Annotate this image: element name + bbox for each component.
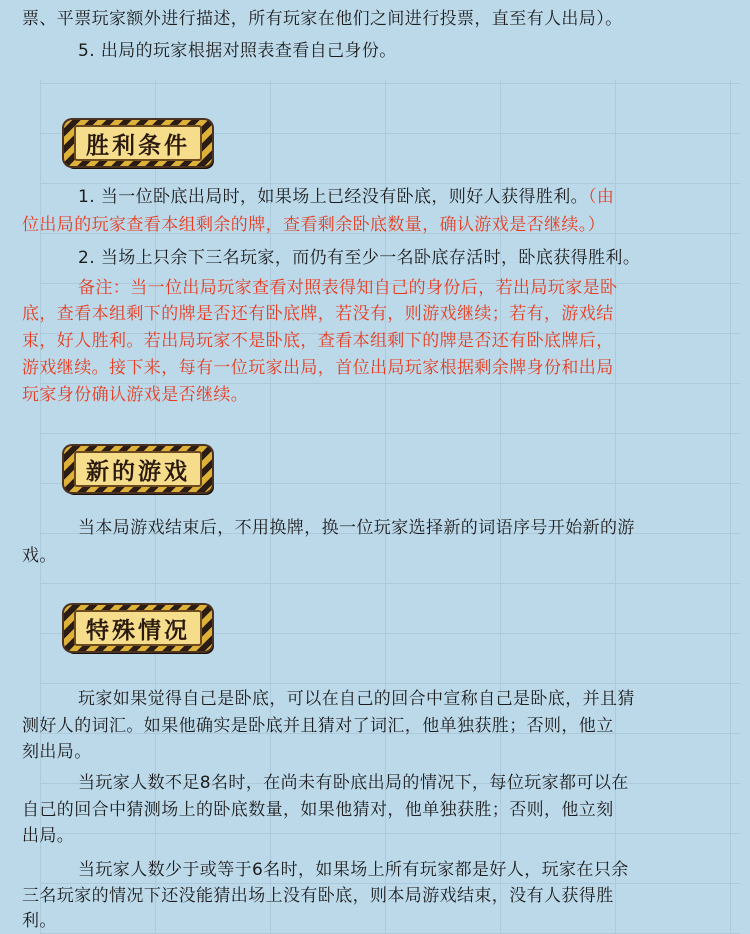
special-p2-line-1: 当玩家人数不足8名时，在尚未有卧底出局的情况下，每位玩家都可以在 — [78, 773, 629, 793]
new-game-heading: 新的游戏 — [74, 451, 202, 487]
special-heading-badge — [64, 605, 212, 651]
special-p1-line-3: 刻出局。 — [22, 742, 92, 762]
victory-condition-1 — [78, 184, 614, 210]
new-game-line-2: 戏。 — [22, 546, 57, 566]
intro-line: 票、平票玩家额外进行描述，所有玩家在他们之间进行投票，直至有人出局）。 — [22, 9, 623, 29]
special-p1-line-2: 测好人的词汇。如果他确实是卧底并且猜对了词汇，他单独获胜；否则，他立 — [22, 716, 614, 736]
special-p1-line-1: 玩家如果觉得自己是卧底，可以在自己的回合中宣称自己是卧底，并且猜 — [78, 689, 635, 709]
condition-1-note: 位出局的玩家查看本组剩余的牌，查看剩余卧底数量，确认游戏是否继续。） — [22, 215, 606, 235]
special-p2-line-3: 出局。 — [22, 826, 75, 846]
special-p3-line-2: 三名玩家的情况下还没能猜出场上没有卧底，则本局游戏结束，没有人获得胜 — [22, 886, 614, 906]
note-line-2: 底，查看本组剩下的牌是否还有卧底牌，若没有，则游戏继续；若有，游戏结 — [22, 304, 614, 324]
special-p3-line-3: 利。 — [22, 911, 57, 931]
special-p3-line-1: 当玩家人数少于或等于6名时，如果场上所有玩家都是好人，玩家在只余 — [78, 860, 629, 880]
special-p2-line-2: 自己的回合中猜测场上的卧底数量，如果他猜对，他单独获胜；否则，他立刻 — [22, 800, 614, 820]
note-line-3: 束，好人胜利。若出局玩家不是卧底，查看本组剩下的牌是否还有卧底牌后， — [22, 331, 614, 351]
victory-condition-2: 2. 当场上只余下三名玩家，而仍有至少一名卧底存活时，卧底获得胜利。 — [78, 248, 641, 268]
victory-heading-badge — [64, 120, 212, 166]
victory-heading: 胜利条件 — [74, 125, 202, 161]
note-line-1: 备注：当一位出局玩家查看对照表得知自己的身份后，若出局玩家是卧 — [78, 278, 618, 298]
condition-1-note-start: （由 — [588, 187, 615, 207]
step-5: 5. 出局的玩家根据对照表查看自己身份。 — [78, 41, 397, 61]
new-game-line-1: 当本局游戏结束后，不用换牌，换一位玩家选择新的词语序号开始新的游 — [78, 518, 635, 538]
condition-1-text: 1. 当一位卧底出局时，如果场上已经没有卧底，则好人获得胜利。 — [78, 187, 589, 207]
note-line-4: 游戏继续。接下来，每有一位玩家出局，首位出局玩家根据剩余牌身份和出局 — [22, 358, 614, 378]
new-game-heading-badge — [64, 446, 212, 492]
note-line-5: 玩家身份确认游戏是否继续。 — [22, 385, 249, 405]
special-heading: 特殊情况 — [74, 610, 202, 646]
